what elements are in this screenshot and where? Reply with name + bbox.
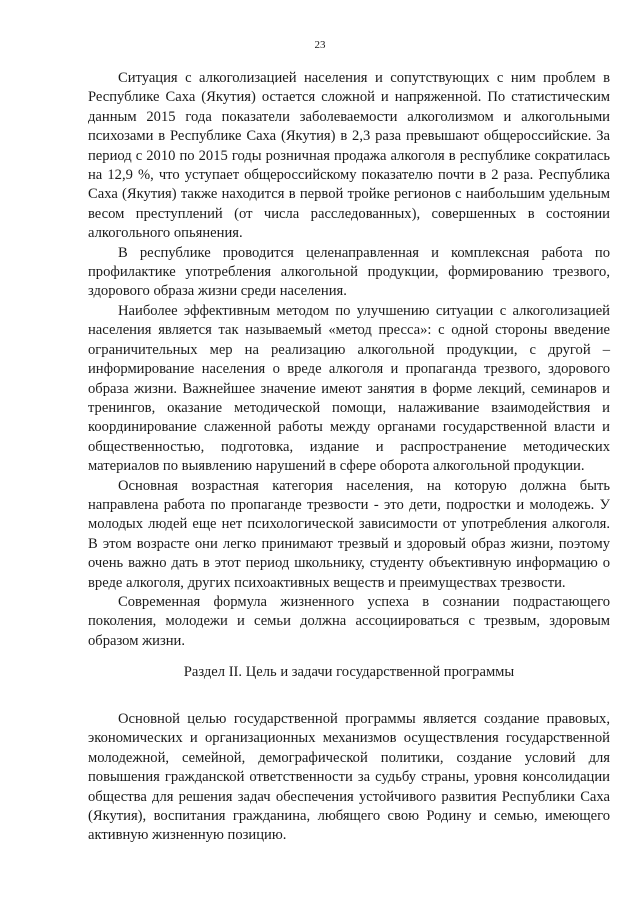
paragraph: Современная формула жизненного успеха в сознании подрастающего поколения, молодежи и семьи должна ассоциироваться с трезвым, здоровым образом жизни. — [88, 593, 610, 649]
section-heading: Раздел II. Цель и задачи государственной программы — [183, 664, 515, 680]
paragraph: В республике проводится целенаправленная и комплексная работа по профилактике употребления алкогольной продукции, формированию трезвого, здорового образа жизни среди населения. — [88, 244, 610, 300]
body-text-after-heading — [88, 710, 610, 846]
body-text-before-heading — [88, 69, 610, 651]
paragraph: Основной целью государственной программы является создание правовых, экономических и организационных механизмов осуществления государственной молодежной, семейной, демографической политики, создание условий для повышения гражданской ответственности за судьбу страны, уровня консолидации общества для решения задач обеспечения устойчивого развития Республики Саха (Якутия), воспитания гражданина, любящего свою Родину и семью, имеющего активную жизненную позицию. — [88, 711, 610, 844]
paragraph: Ситуация с алкоголизацией населения и сопутствующих с ним проблем в Республике Саха (Якутия) остается сложной и напряженной. По статистическим данным 2015 года показатели заболеваемости алкоголизмом и алкогольными психозами в Республике Саха (Якутия) в 2,3 раза превышают общероссийские. За период с 2010 по 2015 годы розничная продажа алкоголя в республике сократилась на 12,9 %, что уступает общероссийскому показателю почти в 2 раза. Республика Саха (Якутия) также находится в первой тройке регионов с наибольшим удельным весом преступлений (от числа расследованных), совершенных в состоянии алкогольного опьянения. — [88, 70, 610, 242]
paragraph: Наиболее эффективным методом по улучшению ситуации с алкоголизацией населения является так называемый «метод пресса»: с одной стороны введение ограничительных мер на реализацию алкогольной продукции, с другой – информирование населения о вреде алкоголя и пропаганда трезвого, здорового образа жизни. Важнейшее значение имеют занятия в форме лекций, семинаров и тренингов, оказание методической помощи, налаживание взаимодействия и координирование слаженной работы между органами государственной власти и общественностью, подготовка, издание и распространение методических материалов по выявлению нарушений в сфере оборота алкогольной продукции. — [88, 302, 610, 475]
page-number: 23 — [314, 39, 326, 51]
paragraph: Основная возрастная категория населения, на которую должна быть направлена работа по пропаганде трезвости - это дети, подростки и молодежь. У молодых людей еще нет психологической зависимости от употребления алкоголя. В этом возрасте они легко принимают трезвый и здоровый образ жизни, поэтому очень важно дать в этот период школьнику, студенту объективную информацию о вреде алкоголя, других психоактивных веществ и преимуществах трезвости. — [88, 477, 610, 591]
